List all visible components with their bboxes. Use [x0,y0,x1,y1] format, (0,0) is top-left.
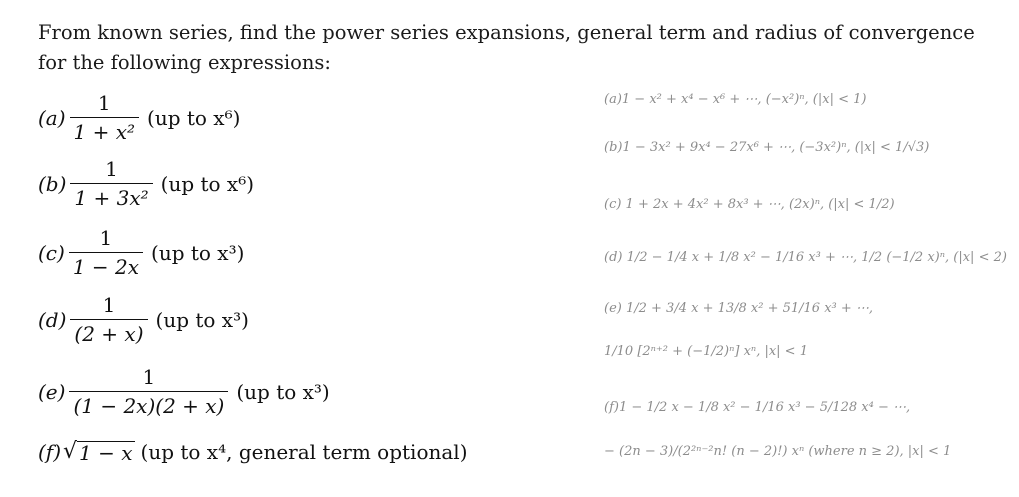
question-e [38,366,330,417]
question-label: (d) [38,307,67,332]
radical-sign-icon: √ [63,439,78,464]
answer-d: (d) 1/2 − 1/4 x + 1/8 x² − 1/16 x³ + ⋯, 1/2 (−1/2 x)ⁿ, (|x| < 2) [604,250,1007,265]
numerator: 1 [97,91,111,115]
question-label: (b) [38,171,67,196]
numerator: 1 [99,226,113,250]
question-note: (up to x⁶) [147,105,241,130]
answer-f-line2: − (2n − 3)/(2²ⁿ⁻²n! (n − 2)!) xⁿ (where n ≥ 2), |x| < 1 [604,444,952,459]
question-c [38,227,244,278]
numerator: 1 [105,157,118,181]
fraction [70,92,140,143]
answer-a: (a)1 − x² + x⁴ − x⁶ + ⋯, (−x²)ⁿ, (|x| < 1) [604,92,867,107]
fraction [70,158,152,209]
question-note: (up to x³) [155,307,249,332]
question-a [38,92,240,143]
question-label: (c) [38,240,65,265]
answer-c: (c) 1 + 2x + 4x² + 8x³ + ⋯, (2x)ⁿ, (|x| < 1/2) [604,197,895,212]
question-label: (e) [38,379,66,404]
denominator: 1 + 3x² [70,183,152,209]
fraction [69,366,228,417]
question-f [38,440,468,464]
question-note: (up to x³) [151,240,245,265]
radicand: 1 − x [79,441,133,465]
answer-e-line1: (e) 1/2 + 3/4 x + 13/8 x² + 51/16 x³ + ⋯, [604,301,874,316]
question-note: (up to x⁴, general term optional) [140,440,468,464]
answer-b: (b)1 − 3x² + 9x⁴ − 27x⁶ + ⋯, (−3x²)ⁿ, (|x| < 1/√3) [604,140,930,155]
answer-e-line2: 1/10 [2ⁿ⁺² + (−1/2)ⁿ] xⁿ, |x| < 1 [604,344,808,359]
denominator: 1 + x² [70,117,140,143]
square-root [63,441,135,463]
denominator: (2 + x) [70,319,147,345]
question-note: (up to x⁶) [160,171,255,196]
question-label: (a) [38,105,66,130]
question-note: (up to x³) [236,379,330,404]
fraction [70,294,147,345]
question-d [38,294,249,345]
numerator: 1 [142,365,156,389]
fraction [69,227,143,278]
question-b [38,158,254,209]
answer-f-line1: (f)1 − 1/2 x − 1/8 x² − 1/16 x³ − 5/128 x⁴ − ⋯, [604,400,911,415]
denominator: 1 − 2x [69,252,143,278]
question-label: (f) [38,440,62,464]
problem-statement: From known series, find the power series expansions, general term and radius of convergence for the following expressions: [38,21,975,74]
numerator: 1 [102,293,116,317]
denominator: (1 − 2x)(2 + x) [69,391,228,417]
